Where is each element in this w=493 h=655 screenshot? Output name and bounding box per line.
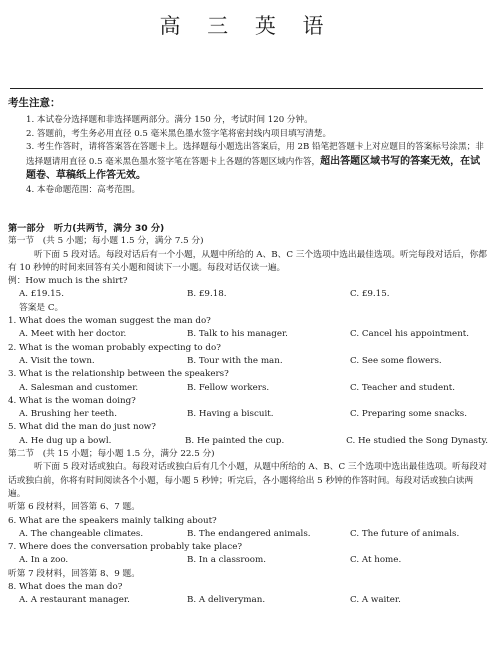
question: 1. What does the woman suggest the man do? [8,316,211,327]
option-b: B. Having a biscuit. [187,409,274,420]
question: 8. What does the man do? [8,582,123,593]
option-c: C. Cancel his appointment. [350,329,470,340]
option-a: A. Salesman and customer. [19,382,139,393]
option-b: B. In a classroom. [187,555,266,566]
option-a: A. £19.15. [19,289,64,300]
option-c: C. See some flowers. [350,355,442,366]
option-row [8,408,488,421]
option-b: B. Tour with the man. [187,355,283,366]
notice-list [26,114,486,197]
notice-item [26,141,486,184]
question: 7. Where does the conversation probably take place? [8,542,243,553]
header-divider [10,88,483,89]
option-c: C. £9.15. [350,289,390,300]
material-note: 听第 7 段材料，回答第 8、9 题。 [8,568,140,579]
notice-box [8,95,486,197]
option-b: B. Talk to his manager. [187,329,288,340]
option-a: A. A restaurant manager. [19,595,130,606]
option-row [8,594,488,607]
option-a: A. Meet with her doctor. [19,329,127,340]
option-a: A. Brushing her teeth. [19,409,117,420]
notice-item-text: 3. 考生作答时，请将答案答在答题卡上。选择题每小题选出答案后，用 2B 铅笔把答题卡上对应题目的答案标号涂黑；非选择题请用直径 0.5 毫米黑色墨水签字笔在答题卡上各题的答题区域内作答， [26,142,484,167]
question: 3. What is the relationship between the speakers? [8,369,229,380]
option-c: C. At home. [350,555,402,566]
section-heading: 第一节 (共 5 小题；每小题 1.5 分，满分 7.5 分) [8,236,204,247]
option-a: A. In a zoo. [19,555,69,566]
option-a: A. He dug up a bowl. [19,435,112,446]
notice-emphasis: 超出答题区域书写的答案无效，在试题卷、草稿纸上作答无效。 [26,155,481,181]
option-row [8,288,488,301]
option-c: C. The future of animals. [350,528,460,539]
example-answer: 答案是 C。 [19,302,64,313]
section-instructions: 听下面 5 段对话。每段对话后有一个小题，从题中所给的 A、B、C 三个选项中选出最佳选项。听完每段对话后，你都有 10 秒钟的时间来回答有关小题和阅读下一小题。每段对话仅读一遍。 [8,249,487,273]
option-a: A. The changeable climates. [19,528,144,539]
question: 6. What are the speakers mainly talking about? [8,515,217,526]
exam-title: 高 三 英 语 [159,14,334,38]
option-b: B. The endangered animals. [187,528,311,539]
example-question: 例：How much is the shirt? [8,276,128,287]
option-row [8,355,488,368]
option-b: B. £9.18. [187,289,227,300]
notice-item: 4. 本卷命题范围：高考范围。 [26,184,141,195]
option-row [8,554,488,567]
material-note: 听第 6 段材料，回答第 6、7 题。 [8,502,140,513]
option-b: B. A deliveryman. [187,595,266,606]
option-row [8,382,488,395]
option-row [8,435,488,448]
notice-title: 考生注意： [8,97,61,109]
option-b: B. He painted the cup. [185,435,285,446]
exam-body [8,222,488,608]
section-instructions: 听下面 5 段对话或独白。每段对话或独白后有几个小题，从题中所给的 A、B、C 三个选项中选出最佳选项。听每段对话或独白前，你将有时间阅读各个小题，每小题 5 秒钟；听完后，各小题将给出 5 秒钟的作答时间。每段对话或独白读两遍。 [8,462,487,499]
question: 2. What is the woman probably expecting to do? [8,342,221,353]
question: 5. What did the man do just now? [8,422,156,433]
option-row [8,528,488,541]
option-a: A. Visit the town. [19,355,95,366]
question: 4. What is the woman doing? [8,395,136,406]
part-heading: 第一部分 听力(共两节，满分 30 分) [8,223,165,234]
option-c: C. He studied the Song Dynasty. [346,435,488,446]
option-b: B. Fellow workers. [187,382,270,393]
option-c: C. A waiter. [350,595,401,606]
notice-item: 1. 本试卷分选择题和非选择题两部分。满分 150 分，考试时间 120 分钟。 [26,115,313,125]
option-c: C. Preparing some snacks. [350,409,468,420]
option-row [8,328,488,341]
option-c: C. Teacher and student. [350,382,456,393]
notice-item: 2. 答题前，考生务必用直径 0.5 毫米黑色墨水签字笔将密封线内项目填写清楚。 [26,128,332,139]
section-heading: 第二节 (共 15 小题；每小题 1.5 分，满分 22.5 分) [8,449,215,460]
